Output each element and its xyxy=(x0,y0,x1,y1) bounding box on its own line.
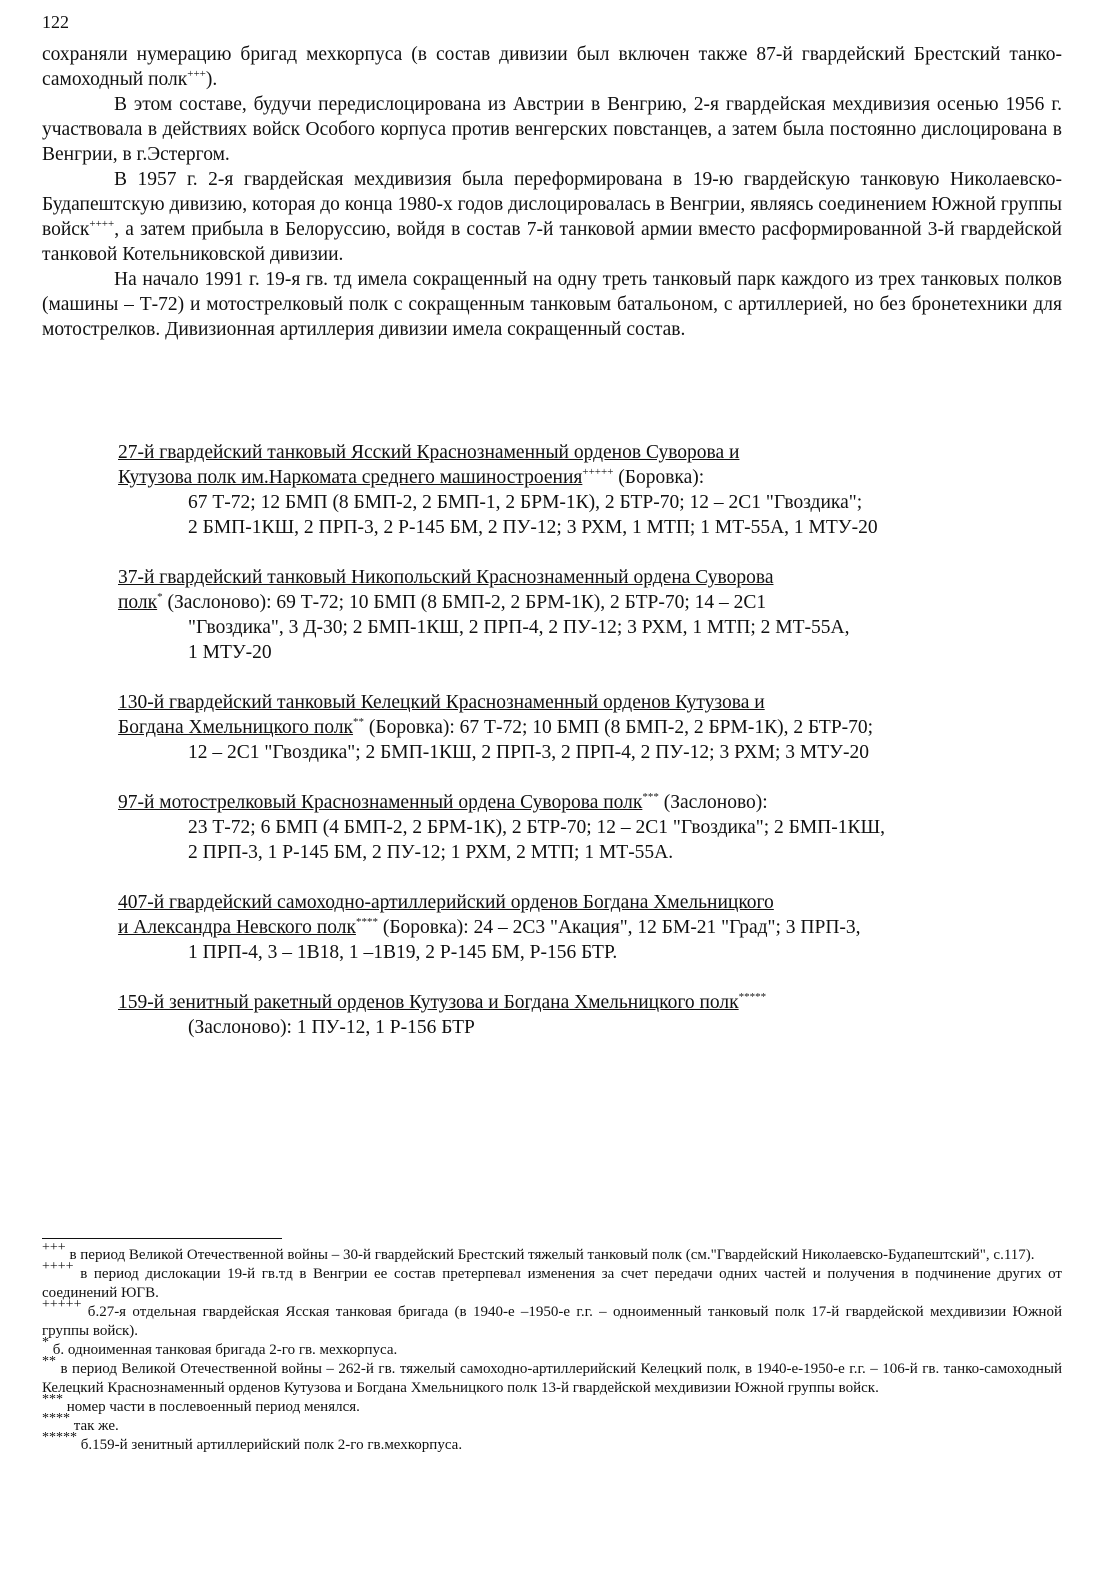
regiment-list xyxy=(118,440,1068,1065)
equipment-line: 12 – 2С1 "Гвоздика"; 2 БМП-1КШ, 2 ПРП-3, 2 ПРП-4, 2 ПУ-12; 3 РХМ; 3 МТУ-20 xyxy=(188,742,869,763)
footnote-text: в период Великой Отечественной войны – 30-й гвардейский Брестский тяжелый танковый полк (см."Гвардейский Николаевско-Будапештский", с.117). xyxy=(65,1247,1035,1263)
regiment-details: (Боровка): 67 Т-72; 10 БМП (8 БМП-2, 2 БРМ-1К), 2 БТР-70; xyxy=(364,717,874,738)
footnote-mark: +++ xyxy=(42,1240,66,1255)
footnote-mark: ***** xyxy=(42,1430,77,1445)
regiment-line xyxy=(118,790,1068,815)
footnote-mark: **** xyxy=(42,1411,70,1426)
footnote-separator xyxy=(42,1238,282,1239)
paragraph-text: На начало 1991 г. 19-я гв. тд имела сокращенный на одну треть танковый парк каждого из трех танковых полков (машины – Т-72) и мотострелковый полк с сокращенным танковым батальоном, с артиллерией, но без бронетехники для мотострелков. Дивизионная артиллерия дивизии имела сокращенный состав. xyxy=(42,269,1062,340)
footnote xyxy=(42,1411,1062,1436)
equipment-line: "Гвоздика", 3 Д-30; 2 БМП-1КШ, 2 ПРП-4, 2 ПУ-12; 3 РХМ, 1 МТП; 2 МТ-55А, xyxy=(188,617,850,638)
regiment-name: Кутузова полк им.Наркомата среднего машиностроения xyxy=(118,467,583,488)
paragraph-text: В 1957 г. 2-я гвардейская мехдивизия была переформирована в 19-ю гвардейскую танковую Николаевско-Будапештскую дивизию, которая до конца 1980-х годов дислоцировалась в Венгрии, являясь соединением Южной группы войск xyxy=(42,169,1062,240)
footnote xyxy=(42,1430,1062,1455)
regiment-name: 37-й гвардейский танковый Никопольский Краснознаменный ордена Суворова xyxy=(118,567,774,588)
regiment-line xyxy=(118,890,1068,915)
regiment-line xyxy=(118,990,1068,1015)
footnote-ref: ++++ xyxy=(89,218,115,230)
footnote-text: б. одноименная танковая бригада 2-го гв. мехкорпуса. xyxy=(49,1342,398,1358)
footnote xyxy=(42,1297,1062,1341)
paragraph xyxy=(42,92,1062,167)
footnote-ref: +++++ xyxy=(582,466,614,478)
regiment-line xyxy=(118,465,1068,490)
footnote-text: номер части в послевоенный период менялся. xyxy=(63,1399,360,1415)
regiment-entry xyxy=(118,565,1068,665)
regiment-entry xyxy=(118,790,1068,865)
regiment-line xyxy=(118,715,1068,740)
footnote-mark: ** xyxy=(42,1354,56,1369)
regiment-line xyxy=(118,690,1068,715)
equipment-line: 1 МТУ-20 xyxy=(188,642,272,663)
regiment-name: Богдана Хмельницкого полк xyxy=(118,717,354,738)
regiment-name: 27-й гвардейский танковый Ясский Краснознаменный орденов Суворова и xyxy=(118,442,740,463)
footnote-ref: *** xyxy=(642,791,659,803)
footnote-text: б.27-я отдельная гвардейская Ясская танковая бригада (в 1940-е –1950-е г.г. – одноименный танковый полк 17-й гвардейской мехдивизии Южной группы войск). xyxy=(42,1304,1062,1339)
paragraph-text: ). xyxy=(205,69,218,90)
regiment-line xyxy=(118,590,1068,615)
regiment-name: 130-й гвардейский танковый Келецкий Краснознаменный орденов Кутузова и xyxy=(118,692,765,713)
equipment-line: 67 Т-72; 12 БМП (8 БМП-2, 2 БМП-1, 2 БРМ-1К), 2 БТР-70; 12 – 2С1 "Гвоздика"; xyxy=(188,492,863,513)
footnote-text: так же. xyxy=(70,1418,119,1434)
equipment-line: 1 ПРП-4, 3 – 1В18, 1 –1В19, 2 Р-145 БМ, Р-156 БТР. xyxy=(188,942,618,963)
page-number: 122 xyxy=(42,12,69,32)
regiment-details: (Боровка): 24 – 2С3 "Акация", 12 БМ-21 "Град"; 3 ПРП-3, xyxy=(377,917,861,938)
regiment-entry xyxy=(118,690,1068,765)
regiment-entry xyxy=(118,440,1068,540)
footnote-mark: +++++ xyxy=(42,1297,82,1312)
regiment-name: 407-й гвардейский самоходно-артиллерийский орденов Богдана Хмельницкого xyxy=(118,892,774,913)
regiment-details: (Боровка): xyxy=(613,467,705,488)
footnotes xyxy=(42,1240,1062,1455)
footnote-mark: *** xyxy=(42,1392,63,1407)
footnote-text: в период Великой Отечественной войны – 262-й гв. тяжелый самоходно-артиллерийский Келецкий полк, в 1940-е-1950-е г.г. – 106-й гв. танко-самоходный Келецкий Краснознаменный орденов Кутузова и Богдана Хмельницкого полк 13-й гвардейской мехдивизии Южной группы войск. xyxy=(42,1361,1062,1396)
regiment-name: 97-й мотострелковый Краснознаменный ордена Суворова полк xyxy=(118,792,643,813)
regiment-line xyxy=(118,440,1068,465)
footnote xyxy=(42,1354,1062,1398)
footnote xyxy=(42,1335,1062,1360)
equipment-line: (Заслоново): 1 ПУ-12, 1 Р-156 БТР xyxy=(188,1017,475,1038)
footnote-text: б.159-й зенитный артиллерийский полк 2-го гв.мехкорпуса. xyxy=(77,1437,463,1453)
regiment-details: (Заслоново): 69 Т-72; 10 БМП (8 БМП-2, 2 БРМ-1К), 2 БТР-70; 14 – 2С1 xyxy=(162,592,767,613)
paragraph xyxy=(42,267,1062,342)
footnote-ref: **** xyxy=(355,916,378,928)
regiment-details: (Заслоново): xyxy=(658,792,768,813)
footnote-ref: * xyxy=(157,591,163,603)
equipment-line: 2 ПРП-3, 1 Р-145 БМ, 2 ПУ-12; 1 РХМ, 2 МТП; 1 МТ-55А. xyxy=(188,842,674,863)
paragraph-text: В этом составе, будучи передислоцирована из Австрии в Венгрию, 2-я гвардейская мехдивизия осенью 1956 г. участвовала в действиях войск Особого корпуса против венгерских повстанцев, а затем была постоянно дислоцирована в Венгрии, в г.Эстергом. xyxy=(42,94,1062,165)
paragraph-text: , а затем прибыла в Белоруссию, войдя в состав 7-й танковой армии вместо расформированной 3-й гвардейской танковой Котельниковской дивизии. xyxy=(42,219,1062,265)
paragraph xyxy=(42,167,1062,267)
footnote xyxy=(42,1259,1062,1303)
regiment-name: 159-й зенитный ракетный орденов Кутузова и Богдана Хмельницкого полк xyxy=(118,992,739,1013)
regiment-entry xyxy=(118,890,1068,965)
footnote xyxy=(42,1240,1062,1265)
equipment-line: 2 БМП-1КШ, 2 ПРП-3, 2 Р-145 БМ, 2 ПУ-12; 3 РХМ, 1 МТП; 1 МТ-55А, 1 МТУ-20 xyxy=(188,517,878,538)
footnote xyxy=(42,1392,1062,1417)
paragraph xyxy=(42,42,1062,92)
footnote-ref: ** xyxy=(353,716,365,728)
paragraph-text: сохраняли нумерацию бригад мехкорпуса (в состав дивизии был включен также 87-й гвардейский Брестский танко-самоходный полк xyxy=(42,44,1062,90)
regiment-line xyxy=(118,915,1068,940)
regiment-entry xyxy=(118,990,1068,1040)
regiment-name: и Александра Невского полк xyxy=(118,917,356,938)
main-text xyxy=(42,42,1062,342)
footnote-mark: * xyxy=(42,1335,49,1350)
footnote-ref: ***** xyxy=(738,991,767,1003)
equipment-line: 23 Т-72; 6 БМП (4 БМП-2, 2 БРМ-1К), 2 БТР-70; 12 – 2С1 "Гвоздика"; 2 БМП-1КШ, xyxy=(188,817,886,838)
regiment-line xyxy=(118,565,1068,590)
footnote-ref: +++ xyxy=(187,68,206,80)
regiment-name: полк xyxy=(118,592,158,613)
footnote-mark: ++++ xyxy=(42,1259,74,1274)
footnote-text: в период дислокации 19-й гв.тд в Венгрии ее состав претерпевал изменения за счет передачи одних частей и получения в подчинение других от соединений ЮГВ. xyxy=(42,1266,1062,1301)
